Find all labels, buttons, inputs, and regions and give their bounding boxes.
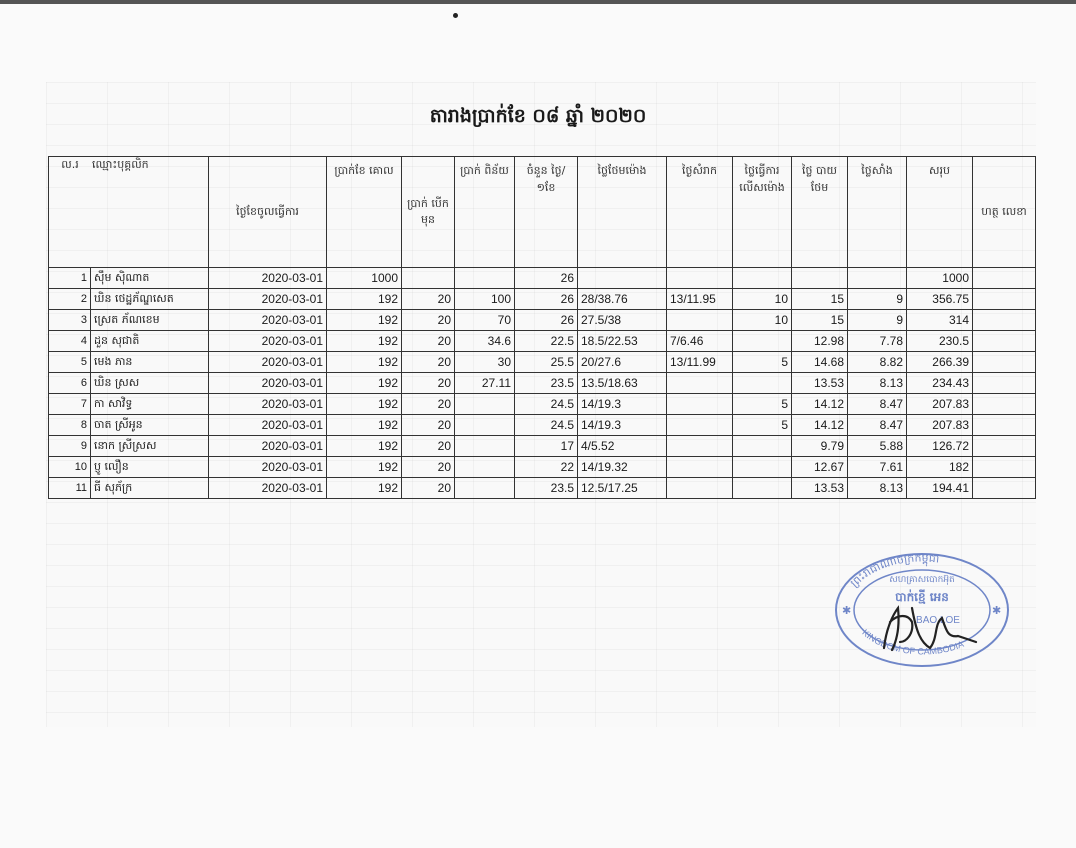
header-name: ឈ្មោះបុគ្គលិក bbox=[92, 158, 149, 171]
days: 23.5 bbox=[515, 373, 578, 394]
extra-meal: 12.98 bbox=[792, 331, 848, 352]
employee-name: ស្រេត ភ័ណខេម bbox=[91, 310, 209, 331]
header-advance: ប្រាក់ បើកមុន bbox=[402, 157, 455, 268]
base-salary: 192 bbox=[327, 352, 402, 373]
holiday bbox=[667, 436, 733, 457]
row-number: 11 bbox=[49, 478, 91, 499]
food: 8.82 bbox=[848, 352, 907, 373]
fine bbox=[455, 478, 515, 499]
signature-cell bbox=[973, 352, 1036, 373]
night-shift: 10 bbox=[733, 289, 792, 310]
days: 22 bbox=[515, 457, 578, 478]
holiday bbox=[667, 373, 733, 394]
advance: 20 bbox=[402, 310, 455, 331]
days: 26 bbox=[515, 289, 578, 310]
total: 194.41 bbox=[907, 478, 973, 499]
table-row bbox=[49, 310, 1036, 331]
header-fine: ប្រាក់ ពិន័យ bbox=[455, 157, 515, 268]
fine bbox=[455, 415, 515, 436]
signature-cell bbox=[973, 331, 1036, 352]
night-shift bbox=[733, 457, 792, 478]
signature-cell bbox=[973, 268, 1036, 289]
food: 8.47 bbox=[848, 415, 907, 436]
extra-meal: 15 bbox=[792, 310, 848, 331]
overtime bbox=[578, 268, 667, 289]
days: 23.5 bbox=[515, 478, 578, 499]
fine: 34.6 bbox=[455, 331, 515, 352]
overtime: 14/19.32 bbox=[578, 457, 667, 478]
employee-name: ឃិន ថេដ្ឋភ័ណ្ឌសេត bbox=[91, 289, 209, 310]
food: 7.61 bbox=[848, 457, 907, 478]
document-title: តារាងប្រាក់ខែ ០៨ ឆ្នាំ ២០២០ bbox=[429, 105, 647, 127]
holiday: 7/6.46 bbox=[667, 331, 733, 352]
total: 266.39 bbox=[907, 352, 973, 373]
night-shift: 5 bbox=[733, 352, 792, 373]
start-date: 2020-03-01 bbox=[209, 415, 327, 436]
night-shift: 5 bbox=[733, 415, 792, 436]
advance: 20 bbox=[402, 289, 455, 310]
header-food: ថ្លៃសាំង bbox=[848, 157, 907, 268]
table-row bbox=[49, 457, 1036, 478]
row-number: 9 bbox=[49, 436, 91, 457]
advance: 20 bbox=[402, 352, 455, 373]
base-salary: 192 bbox=[327, 373, 402, 394]
employee-name: មេង ភាន bbox=[91, 352, 209, 373]
overtime: 14/19.3 bbox=[578, 394, 667, 415]
employee-name: ធី សុភ័ក្រ bbox=[91, 478, 209, 499]
extra-meal: 9.79 bbox=[792, 436, 848, 457]
food: 5.88 bbox=[848, 436, 907, 457]
signature-cell bbox=[973, 394, 1036, 415]
row-number: 3 bbox=[49, 310, 91, 331]
days: 25.5 bbox=[515, 352, 578, 373]
ink-dot bbox=[453, 13, 458, 18]
advance: 20 bbox=[402, 478, 455, 499]
header-holiday: ថ្ងៃសំរាក bbox=[667, 157, 733, 268]
signature-cell bbox=[973, 373, 1036, 394]
total: 1000 bbox=[907, 268, 973, 289]
start-date: 2020-03-01 bbox=[209, 373, 327, 394]
row-number: 8 bbox=[49, 415, 91, 436]
advance: 20 bbox=[402, 415, 455, 436]
food bbox=[848, 268, 907, 289]
row-number: 1 bbox=[49, 268, 91, 289]
signature-cell bbox=[973, 436, 1036, 457]
employee-name: ដួន សុជាតិ bbox=[91, 331, 209, 352]
table-row bbox=[49, 394, 1036, 415]
overtime: 28/38.76 bbox=[578, 289, 667, 310]
night-shift bbox=[733, 268, 792, 289]
night-shift bbox=[733, 373, 792, 394]
total: 126.72 bbox=[907, 436, 973, 457]
holiday bbox=[667, 457, 733, 478]
stamp-en-text: BAO LOE bbox=[916, 615, 960, 626]
base-salary: 192 bbox=[327, 436, 402, 457]
table-body bbox=[49, 268, 1036, 499]
payroll-table bbox=[48, 156, 1036, 499]
fine bbox=[455, 268, 515, 289]
table-row bbox=[49, 289, 1036, 310]
extra-meal: 13.53 bbox=[792, 373, 848, 394]
base-salary: 192 bbox=[327, 310, 402, 331]
start-date: 2020-03-01 bbox=[209, 352, 327, 373]
holiday: 13/11.99 bbox=[667, 352, 733, 373]
header-total: សរុប bbox=[907, 157, 973, 268]
table-header bbox=[49, 157, 1036, 268]
fine: 70 bbox=[455, 310, 515, 331]
table-row bbox=[49, 331, 1036, 352]
food: 8.13 bbox=[848, 373, 907, 394]
header-extra-meal: ថ្លៃ បាយ ថែម bbox=[792, 157, 848, 268]
header-overtime: ថ្លៃថែមម៉ោង bbox=[578, 157, 667, 268]
days: 22.5 bbox=[515, 331, 578, 352]
total: 230.5 bbox=[907, 331, 973, 352]
holiday bbox=[667, 478, 733, 499]
holiday: 13/11.95 bbox=[667, 289, 733, 310]
overtime: 14/19.3 bbox=[578, 415, 667, 436]
overtime: 20/27.6 bbox=[578, 352, 667, 373]
days: 26 bbox=[515, 310, 578, 331]
fine bbox=[455, 436, 515, 457]
employee-name: ចាត ស្រីអូន bbox=[91, 415, 209, 436]
advance bbox=[402, 268, 455, 289]
start-date: 2020-03-01 bbox=[209, 310, 327, 331]
header-signature: ហត្ថ លេខា bbox=[973, 157, 1036, 268]
fine bbox=[455, 394, 515, 415]
base-salary: 192 bbox=[327, 394, 402, 415]
header-days: ចំនួន ថ្ងៃ/១ខែ bbox=[515, 157, 578, 268]
base-salary: 192 bbox=[327, 289, 402, 310]
fine: 30 bbox=[455, 352, 515, 373]
start-date: 2020-03-01 bbox=[209, 436, 327, 457]
fine: 100 bbox=[455, 289, 515, 310]
fine: 27.11 bbox=[455, 373, 515, 394]
table-row bbox=[49, 352, 1036, 373]
employee-name: ឃិន ស្រស bbox=[91, 373, 209, 394]
fine bbox=[455, 457, 515, 478]
stamp-bottom-arc-text: KINGDOM OF CAMBODIA bbox=[860, 627, 966, 657]
days: 24.5 bbox=[515, 394, 578, 415]
start-date: 2020-03-01 bbox=[209, 457, 327, 478]
food: 8.47 bbox=[848, 394, 907, 415]
row-number: 5 bbox=[49, 352, 91, 373]
total: 314 bbox=[907, 310, 973, 331]
base-salary: 1000 bbox=[327, 268, 402, 289]
overtime: 18.5/22.53 bbox=[578, 331, 667, 352]
table-row bbox=[49, 268, 1036, 289]
signature-cell bbox=[973, 415, 1036, 436]
extra-meal: 12.67 bbox=[792, 457, 848, 478]
extra-meal: 14.12 bbox=[792, 415, 848, 436]
total: 207.83 bbox=[907, 394, 973, 415]
night-shift bbox=[733, 478, 792, 499]
overtime: 27.5/38 bbox=[578, 310, 667, 331]
overtime: 13.5/18.63 bbox=[578, 373, 667, 394]
night-shift bbox=[733, 436, 792, 457]
holiday bbox=[667, 394, 733, 415]
row-number: 10 bbox=[49, 457, 91, 478]
food: 7.78 bbox=[848, 331, 907, 352]
stamp-name-text: បាក់ខ្មើ អេន bbox=[895, 590, 949, 604]
table-row bbox=[49, 415, 1036, 436]
start-date: 2020-03-01 bbox=[209, 478, 327, 499]
start-date: 2020-03-01 bbox=[209, 394, 327, 415]
advance: 20 bbox=[402, 457, 455, 478]
total: 182 bbox=[907, 457, 973, 478]
days: 26 bbox=[515, 268, 578, 289]
base-salary: 192 bbox=[327, 331, 402, 352]
stamp-star-right-icon: ✱ bbox=[992, 604, 1002, 617]
holiday bbox=[667, 415, 733, 436]
header-no-name bbox=[49, 157, 209, 268]
row-number: 6 bbox=[49, 373, 91, 394]
row-number: 4 bbox=[49, 331, 91, 352]
night-shift: 10 bbox=[733, 310, 792, 331]
employee-name: នោក ស្រីស្រស bbox=[91, 436, 209, 457]
table-row bbox=[49, 373, 1036, 394]
days: 17 bbox=[515, 436, 578, 457]
total: 207.83 bbox=[907, 415, 973, 436]
stamp-top-arc-text: ព្រះរាជាណាចក្រកម្ពុជា bbox=[847, 551, 940, 590]
signature-cell bbox=[973, 478, 1036, 499]
header-base-salary: ប្រាក់ខែ គោល bbox=[327, 157, 402, 268]
advance: 20 bbox=[402, 394, 455, 415]
header-start-date: ថ្ងៃខែចូលធ្វើការ bbox=[209, 157, 327, 268]
total: 356.75 bbox=[907, 289, 973, 310]
row-number: 2 bbox=[49, 289, 91, 310]
food: 9 bbox=[848, 310, 907, 331]
night-shift: 5 bbox=[733, 394, 792, 415]
signature-cell bbox=[973, 457, 1036, 478]
top-edge-bar bbox=[0, 0, 1076, 4]
row-number: 7 bbox=[49, 394, 91, 415]
signature-cell bbox=[973, 310, 1036, 331]
stamp-star-left-icon: ✱ bbox=[842, 604, 852, 617]
base-salary: 192 bbox=[327, 415, 402, 436]
header-night-shift: ថ្លៃធ្វើការ លើសម៉ោង bbox=[733, 157, 792, 268]
table-row bbox=[49, 478, 1036, 499]
stamp-mid-text: សហគ្រាសបោកអ៊ុត bbox=[889, 575, 955, 585]
extra-meal: 15 bbox=[792, 289, 848, 310]
employee-name: ប្ញូ លឿន bbox=[91, 457, 209, 478]
total: 234.43 bbox=[907, 373, 973, 394]
advance: 20 bbox=[402, 373, 455, 394]
advance: 20 bbox=[402, 436, 455, 457]
days: 24.5 bbox=[515, 415, 578, 436]
table-row bbox=[49, 436, 1036, 457]
extra-meal bbox=[792, 268, 848, 289]
holiday bbox=[667, 268, 733, 289]
base-salary: 192 bbox=[327, 478, 402, 499]
start-date: 2020-03-01 bbox=[209, 331, 327, 352]
food: 9 bbox=[848, 289, 907, 310]
company-stamp bbox=[826, 538, 1016, 678]
extra-meal: 13.53 bbox=[792, 478, 848, 499]
night-shift bbox=[733, 331, 792, 352]
start-date: 2020-03-01 bbox=[209, 289, 327, 310]
food: 8.13 bbox=[848, 478, 907, 499]
extra-meal: 14.12 bbox=[792, 394, 848, 415]
overtime: 12.5/17.25 bbox=[578, 478, 667, 499]
employee-name: ស៊ឹម ស៊ិណាត bbox=[91, 268, 209, 289]
advance: 20 bbox=[402, 331, 455, 352]
base-salary: 192 bbox=[327, 457, 402, 478]
holiday bbox=[667, 310, 733, 331]
header-no: ល.រ bbox=[61, 158, 79, 171]
overtime: 4/5.52 bbox=[578, 436, 667, 457]
extra-meal: 14.68 bbox=[792, 352, 848, 373]
start-date: 2020-03-01 bbox=[209, 268, 327, 289]
employee-name: កា សាវិទ្ធ bbox=[91, 394, 209, 415]
signature-cell bbox=[973, 289, 1036, 310]
